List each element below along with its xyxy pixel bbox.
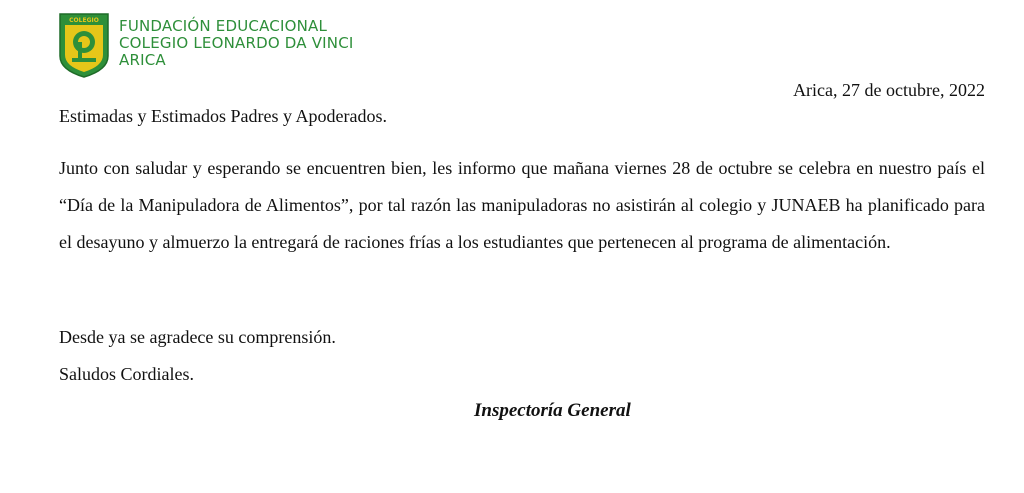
org-line-1: FUNDACIÓN EDUCACIONAL — [119, 17, 328, 35]
letter-thanks: Desde ya se agradece su comprensión. — [59, 327, 336, 347]
org-line-2: COLEGIO LEONARDO DA VINCI — [119, 34, 354, 52]
letter-closing: Saludos Cordiales. — [59, 364, 194, 384]
letter-greeting: Estimadas y Estimados Padres y Apoderados. — [59, 106, 387, 126]
school-crest-logo — [58, 12, 110, 78]
org-line-3: ARICA — [119, 51, 166, 69]
letter-signature: Inspectoría General — [474, 400, 631, 421]
logo-text: COLEGIO — [69, 17, 99, 24]
letter-body-paragraph: Junto con saludar y esperando se encuentren bien, les informo que mañana viernes 28 de octubre se celebra en nuestro país el “Día de la Manipuladora de Alimentos”, por tal razón las manipuladoras no asistirán al colegio y JUNAEB ha planificado para el desayuno y almuerzo la entregará de raciones frías a los estudiantes que pertenecen al programa de alimentación. — [59, 158, 985, 252]
letter-date: Arica, 27 de octubre, 2022 — [793, 80, 985, 100]
letterhead — [58, 12, 354, 78]
organization-name — [119, 18, 354, 69]
